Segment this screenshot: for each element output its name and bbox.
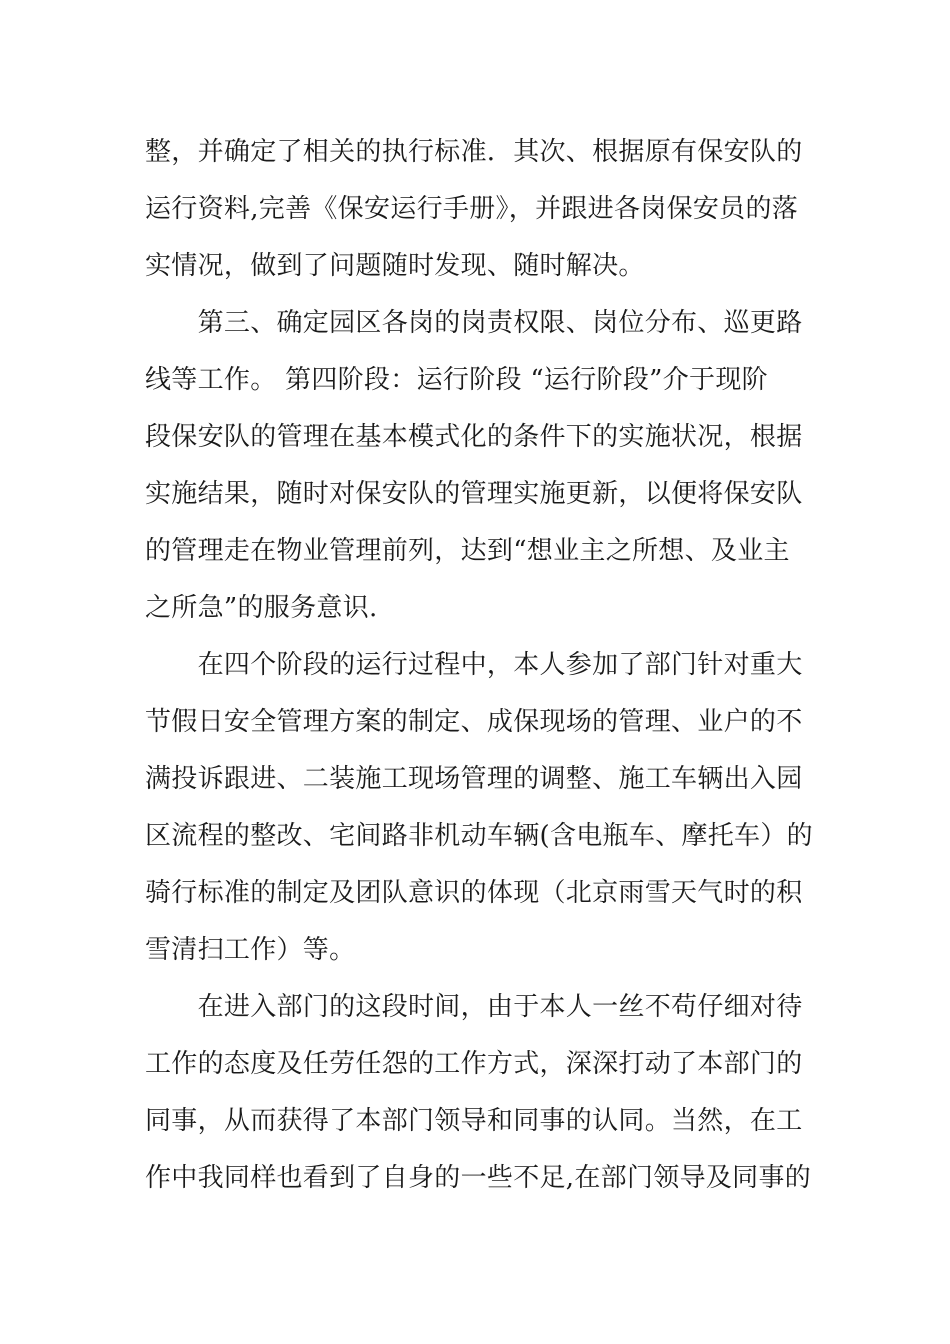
text-line: 骑行标准的制定及团队意识的体现（北京雨雪天气时的积 — [145, 878, 803, 908]
text-line: 满投诉跟进、二装施工现场管理的调整、施工车辆出入园 — [145, 764, 803, 794]
body-text — [145, 124, 813, 1207]
text-line: 同事，从而获得了本部门领导和同事的认同。当然，在工 — [145, 1106, 803, 1136]
text-line: 雪清扫工作）等。 — [145, 935, 356, 965]
text-line: 的管理走在物业管理前列，达到“想业主之所想、及业主 — [145, 536, 790, 566]
text-line: 实施结果，随时对保安队的管理实施更新，以便将保安队 — [145, 479, 803, 509]
text-line: 区流程的整改、宅间路非机动车辆(含电瓶车、摩托车）的 — [145, 821, 813, 851]
text-line: 段保安队的管理在基本模式化的条件下的实施状况，根据 — [145, 422, 803, 452]
paragraph — [145, 124, 810, 295]
text-line: 在进入部门的这段时间，由于本人一丝不苟仔细对待 — [145, 992, 803, 1022]
text-line: 实情况，做到了问题随时发现、随时解决。 — [145, 251, 645, 281]
text-line: 线等工作。 第四阶段：运行阶段 “运行阶段”介于现阶 — [145, 365, 768, 395]
text-line: 运行资料,完善《保安运行手册》，并跟进各岗保安员的落 — [145, 194, 799, 224]
paragraph — [145, 979, 810, 1207]
text-line: 第三、确定园区各岗的岗责权限、岗位分布、巡更路 — [145, 308, 803, 338]
paragraph — [145, 637, 813, 979]
paragraph — [145, 295, 810, 637]
text-line: 在四个阶段的运行过程中，本人参加了部门针对重大 — [145, 650, 803, 680]
text-line: 工作的态度及任劳任怨的工作方式，深深打动了本部门的 — [145, 1049, 803, 1079]
text-line: 整，并确定了相关的执行标准．其次、根据原有保安队的 — [145, 137, 803, 167]
text-line: 节假日安全管理方案的制定、成保现场的管理、业户的不 — [145, 707, 803, 737]
text-line: 作中我同样也看到了自身的一些不足,在部门领导及同事的 — [145, 1163, 812, 1193]
text-line: 之所急”的服务意识. — [145, 593, 378, 623]
